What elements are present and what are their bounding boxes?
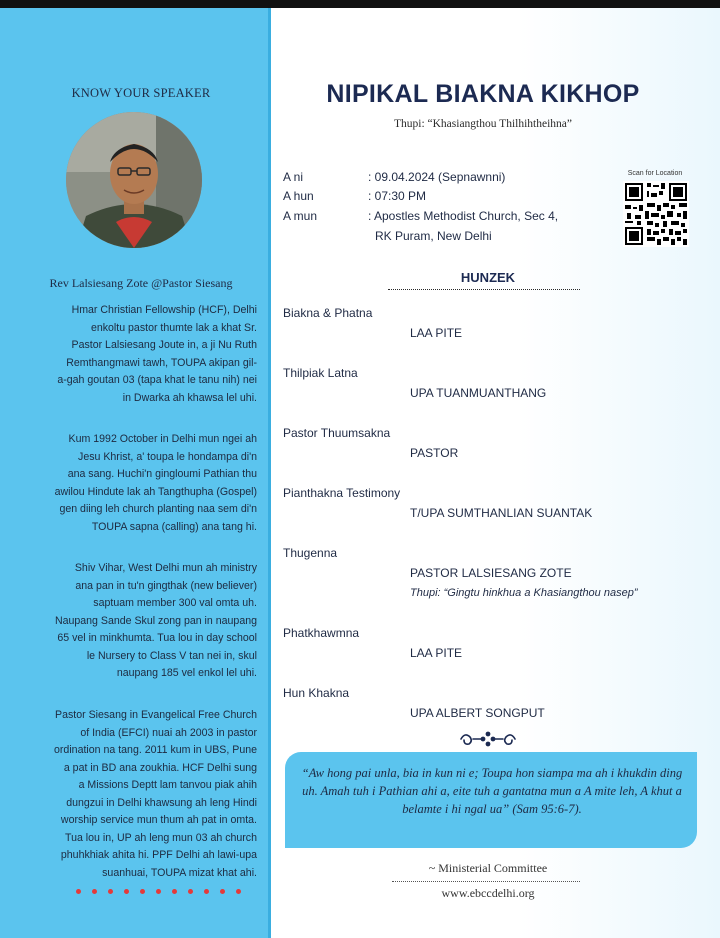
bio-line: awilou Hindute lak ah Tangthupha (Gospel): [54, 485, 257, 498]
ministerial-committee: ~ Ministerial Committee: [428, 861, 548, 875]
speaker-name: Rev Lalsiesang Zote @Pastor Siesang: [49, 276, 233, 290]
decorative-dots: [76, 889, 241, 894]
scan-label: Scan for Location: [627, 170, 683, 177]
program-person: UPA TUANMUANTHANG: [410, 386, 547, 400]
bio-line: a-gah goutan 03 (tapa khat le tanu nih) nei: [57, 374, 257, 386]
bio-line: ordination na tang. 2011 kum in UBS, Pune: [54, 744, 257, 756]
bio-line: of India (EFCI) nuai ah 2003 in pastor: [80, 726, 257, 739]
program-role: Pastor Thuumsakna: [283, 426, 391, 440]
bio-line: Shiv Vihar, West Delhi mun ah ministry: [74, 562, 257, 574]
footer-divider: [392, 881, 580, 882]
verse-reference: (Sam 95:6-7).: [512, 802, 582, 816]
dot: [76, 889, 81, 894]
dot: [236, 889, 241, 894]
bio-line: in Dwarka ah khawsa lel uhi.: [122, 391, 257, 404]
bio-line: dungzui in Delhi khawsung ah leng Hindi: [66, 796, 257, 809]
program-person: PASTOR: [410, 446, 459, 460]
venue-label: A mun: [283, 209, 318, 223]
program-heading-divider: [388, 289, 580, 290]
website-link[interactable]: www.ebccdelhi.org: [441, 886, 535, 900]
dot: [188, 889, 193, 894]
program-person: UPA ALBERT SONGPUT: [410, 706, 545, 720]
bio-line: le Nursery to Class V tan nei in, skul: [86, 649, 257, 662]
bio-line: worship service mun thum ah pat in omta.: [60, 814, 257, 826]
dot: [124, 889, 129, 894]
bio-line: ana pan in tu'n gingthak (new believer): [75, 579, 257, 592]
bio-line: a Missions Deptt lam tanvou piak ahih: [78, 779, 257, 791]
bio-paragraph-2: [7, 431, 257, 536]
dot: [220, 889, 225, 894]
bio-line: Hmar Christian Fellowship (HCF), Delhi: [71, 304, 257, 316]
program-person: PASTOR LALSIESANG ZOTE: [410, 566, 572, 580]
date-label: A ni: [283, 170, 304, 184]
time-label: A hun: [283, 189, 314, 203]
program-person: LAA PITE: [410, 646, 463, 660]
bio-line: saptuam member 300 val omta uh.: [93, 597, 257, 609]
program-person: T/UPA SUMTHANLIAN SUANTAK: [410, 506, 593, 520]
bio-line: suanhuai, TOUPA mizat khat ahi.: [102, 866, 257, 879]
program-role: Hun Khakna: [283, 686, 350, 700]
bio-line: naupang 185 vel enkol lel uhi.: [116, 667, 257, 679]
bio-paragraph-3: [7, 560, 257, 683]
dot: [156, 889, 161, 894]
bio-line: Jesu Khrist, a' toupa le hondampa di'n: [78, 450, 257, 463]
bio-line: a pat in BD ana zoukhia. HCF Delhi sung: [63, 761, 257, 774]
dot: [92, 889, 97, 894]
program-role: Thugenna: [283, 546, 338, 560]
verse-text: “Aw hong pai unla, bia in kun ni e; Toupa hon siampa ma ah i khukdin ding uh. Amah tuh i Pathian ahi a, eite tuh a gantatna mun a A mite leh, A khut a belamte i hi ngal ua”: [301, 766, 683, 816]
event-title: NIPIKAL BIAKNA KIKHOP: [326, 80, 640, 108]
top-edge-bar: [0, 0, 720, 8]
bio-line: Pastor Siesang in Evangelical Free Church: [55, 709, 257, 721]
qr-code-icon[interactable]: [623, 181, 689, 247]
program-person: LAA PITE: [410, 326, 463, 340]
dot: [108, 889, 113, 894]
dot: [172, 889, 177, 894]
bio-line: enkoltu pastor thumte lak a khat Sr.: [90, 321, 257, 334]
program-heading: HUNZEK: [460, 270, 516, 285]
dot: [204, 889, 209, 894]
venue-value-line-1: : Apostles Methodist Church, Sec 4,: [368, 209, 559, 223]
program-role: Phatkhawmna: [283, 626, 360, 640]
bio-line: phuhkhiak ahita hi. PPF Delhi ah lawi-upa: [60, 849, 257, 861]
bio-line: gen diing leh church planting naa sem di'n: [59, 503, 257, 515]
know-your-speaker-heading: KNOW YOUR SPEAKER: [71, 86, 211, 100]
bio-paragraph-4: [7, 707, 257, 882]
bio-line: Naupang Sande Skul zong pan in naupang: [54, 614, 257, 627]
program-role: Biakna & Phatna: [283, 306, 373, 320]
speaker-photo: [66, 112, 202, 248]
bio-line: TOUPA sapna (calling) ana tang hi.: [91, 520, 257, 533]
bio-line: Remthangmawi tawh, TOUPA akipan gil-: [66, 356, 257, 369]
bio-line: Kum 1992 October in Delhi mun ngei ah: [68, 433, 257, 445]
ornament-icon: [455, 729, 521, 749]
bio-line: ana sang. Huchi'n gingloumi Pathian thu: [67, 468, 257, 480]
sermon-topic: Thupi: “Gingtu hinkhua a Khasiangthou nasep”: [410, 587, 638, 599]
dot: [140, 889, 145, 894]
program-role: Pianthakna Testimony: [283, 486, 401, 500]
bio-line: Pastor Lalsiesang Joute in, a ji Nu Ruth: [71, 339, 257, 351]
bio-paragraph-1: [7, 302, 257, 407]
bio-line: 65 vel in minkhumta. Tua lou in day school: [57, 632, 257, 644]
date-value: : 09.04.2024 (Sepnawnni): [368, 170, 506, 184]
time-value: : 07:30 PM: [368, 189, 427, 203]
event-theme: Thupi: “Khasiangthou Thilhihtheihna”: [393, 118, 572, 130]
program-role: Thilpiak Latna: [283, 366, 358, 380]
bio-line: Tua lou in, UP ah leng mun 03 ah church: [65, 831, 257, 844]
verse-quote: [296, 764, 688, 818]
venue-value-line-2: RK Puram, New Delhi: [375, 229, 492, 243]
